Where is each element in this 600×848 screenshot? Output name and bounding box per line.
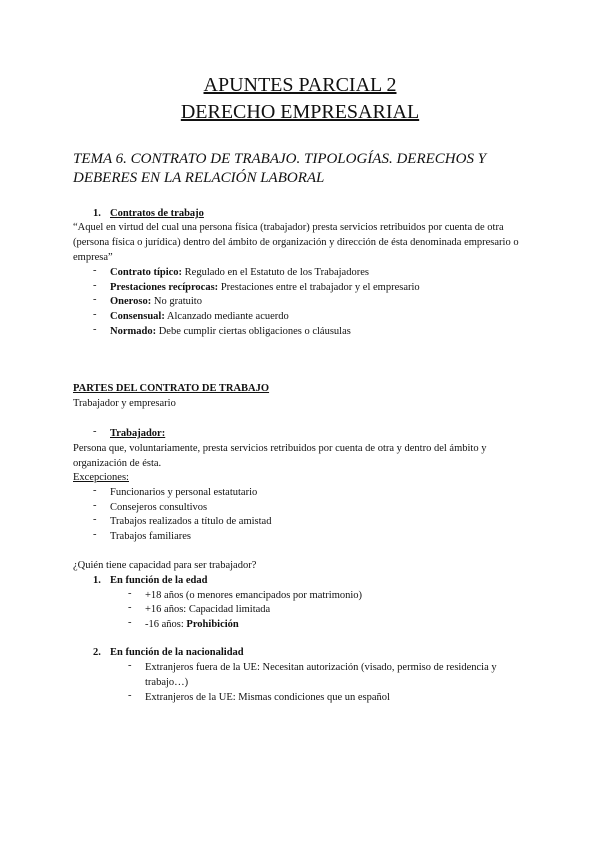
- excepciones-label: Excepciones:: [73, 472, 129, 483]
- title-line-1: APUNTES PARCIAL 2: [203, 74, 397, 96]
- item-term: Prestaciones recíprocas:: [110, 282, 219, 293]
- excepcion-item: Funcionarios y personal estatutario: [110, 487, 258, 498]
- bullet-dash: -: [128, 617, 132, 628]
- edad-item: [145, 588, 362, 603]
- item-term: Consensual:: [110, 311, 165, 322]
- bullet-dash: -: [93, 324, 97, 335]
- bullet-dash: -: [93, 426, 97, 437]
- trabajador-label: Trabajador:: [110, 428, 166, 439]
- edad-text: +16 años: Capacidad limitada: [145, 604, 271, 615]
- item-text: Debe cumplir ciertas obligaciones o cláusulas: [156, 326, 351, 337]
- partes-text: Trabajador y empresario: [73, 398, 176, 409]
- item-text: Prestaciones entre el trabajador y el empresario: [218, 282, 420, 293]
- bullet-dash: -: [93, 294, 97, 305]
- bullet-dash: -: [93, 529, 97, 540]
- item-term: Oneroso:: [110, 296, 152, 307]
- title-line-2: DERECHO EMPRESARIAL: [180, 101, 420, 123]
- trabajador-definition: Persona que, voluntariamente, presta servicios retribuidos por cuenta de otra y dentro del ámbito y organización de ésta.: [73, 443, 487, 469]
- list-item: [110, 294, 202, 309]
- bullet-dash: -: [128, 690, 132, 701]
- edad-heading: En función de la edad: [110, 575, 208, 586]
- bullet-dash: -: [128, 660, 132, 671]
- edad-number: 1.: [93, 575, 101, 586]
- edad-item: [145, 602, 270, 617]
- excepcion-item: Consejeros consultivos: [110, 502, 208, 513]
- section-heading: Contratos de trabajo: [110, 208, 204, 219]
- edad-text: +18 años (o menores emancipados por matrimonio): [145, 590, 363, 601]
- item-term: Normado:: [110, 326, 157, 337]
- item-text: Regulado en el Estatuto de los Trabajadores: [182, 267, 369, 278]
- edad-item: [145, 617, 239, 632]
- item-text: No gratuito: [151, 296, 202, 307]
- tema-heading: TEMA 6. CONTRATO DE TRABAJO. TIPOLOGÍAS. DERECHOS Y DEBERES EN LA RELACIÓN LABORAL: [73, 151, 487, 186]
- definition: “Aquel en virtud del cual una persona física (trabajador) presta servicios retribuidos por cuenta de otra (persona física o jurídica) dentro del ámbito de organización y dirección de ésta denominada empresario o empresa”: [73, 222, 519, 263]
- partes-heading: PARTES DEL CONTRATO DE TRABAJO: [73, 383, 270, 394]
- edad-text: -16 años:: [145, 619, 187, 630]
- bullet-dash: -: [128, 602, 132, 613]
- bullet-dash: -: [128, 588, 132, 599]
- list-item: [110, 324, 351, 339]
- list-item: [110, 280, 420, 295]
- item-text: Alcanzado mediante acuerdo: [164, 311, 289, 322]
- nacionalidad-item: Extranjeros de la UE: Mismas condiciones que un español: [145, 692, 390, 703]
- edad-bold: Prohibición: [186, 619, 239, 630]
- capacity-question: ¿Quién tiene capacidad para ser trabajador?: [73, 560, 257, 571]
- bullet-dash: -: [93, 309, 97, 320]
- list-item: [110, 265, 369, 280]
- bullet-dash: -: [93, 485, 97, 496]
- excepcion-item: Trabajos realizados a título de amistad: [110, 516, 272, 527]
- bullet-dash: -: [93, 514, 97, 525]
- bullet-dash: -: [93, 280, 97, 291]
- bullet-dash: -: [93, 265, 97, 276]
- excepcion-item: Trabajos familiares: [110, 531, 191, 542]
- nacionalidad-item: Extranjeros fuera de la UE: Necesitan autorización (visado, permiso de residencia y trabajo…): [145, 662, 497, 688]
- nacionalidad-heading: En función de la nacionalidad: [110, 647, 244, 658]
- item-term: Contrato típico:: [110, 267, 183, 278]
- bullet-dash: -: [93, 500, 97, 511]
- nacionalidad-number: 2.: [93, 647, 101, 658]
- list-item: [110, 309, 289, 324]
- section-number: 1.: [93, 208, 101, 219]
